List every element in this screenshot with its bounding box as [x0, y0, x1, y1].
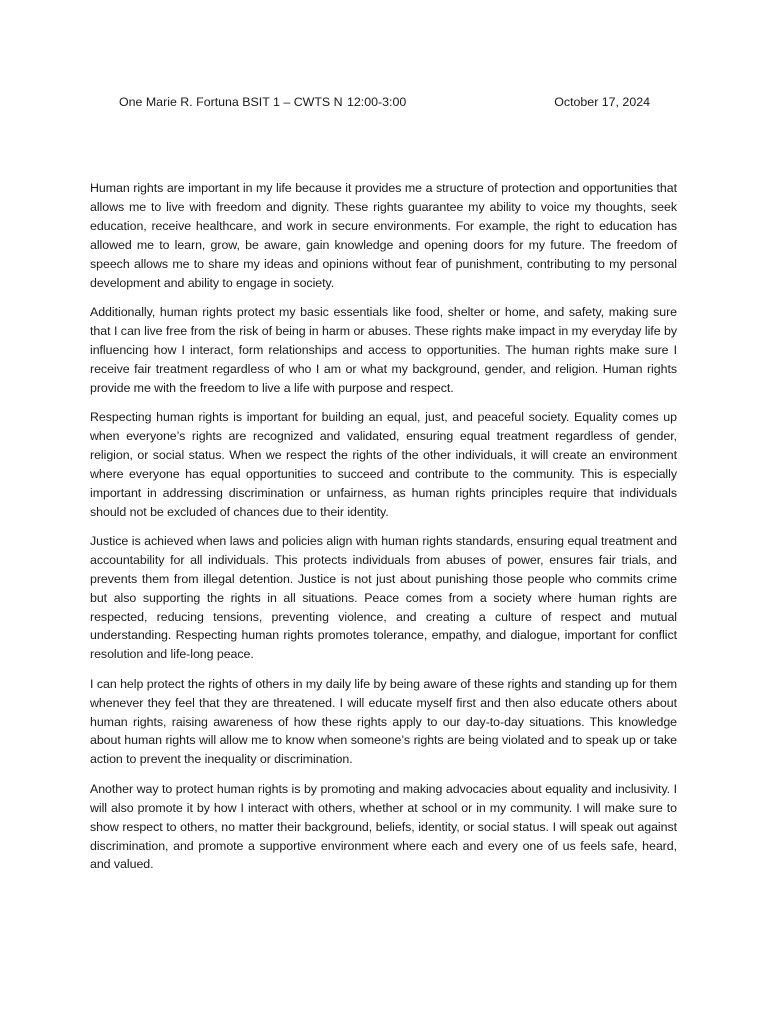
document-header: [119, 93, 650, 111]
essay-body: [90, 179, 677, 885]
essay-paragraph: Another way to protect human rights is by promoting and making advocacies about equality and inclusivity. I will also promote it by how I interact with others, whether at school or in my community. I will make sure to show respect to others, no matter their background, beliefs, identity, or social status. I will speak out against discrimination, and promote a supportive environment where each and every one of us feels safe, heard, and valued.: [90, 781, 677, 872]
essay-paragraph: Human rights are important in my life because it provides me a structure of protection and opportunities that allows me to live with freedom and dignity. These rights guarantee my ability to voice my thoughts, seek education, receive healthcare, and work in secure environments. For example, the right to education has allowed me to learn, grow, be aware, gain knowledge and opening doors for my future. The freedom of speech allows me to share my ideas and opinions without fear of punishment, contributing to my personal development and ability to engage in society.: [90, 181, 677, 290]
essay-paragraph: Additionally, human rights protect my basic essentials like food, shelter or home, and safety, making sure that I can live free from the risk of being in harm or abuses. These rights make impact in my everyday life by influencing how I interact, form relationships and access to opportunities. The human rights make sure I receive fair treatment regardless of who I am or what my background, gender, and religion. Human rights provide me with the freedom to live a life with purpose and respect.: [90, 304, 677, 395]
essay-paragraph: Respecting human rights is important for building an equal, just, and peaceful society. Equality comes up when everyone’s rights are recognized and validated, ensuring equal treatment regardless of gender, religion, or social status. When we respect the rights of the other individuals, it will create an environment where everyone has equal opportunities to succeed and contribute to the community. This is especially important in addressing discrimination or unfairness, as human rights principles require that individuals should not be excluded of chances due to their identity.: [90, 409, 677, 519]
essay-paragraph: Justice is achieved when laws and policies align with human rights standards, ensuring equal treatment and accountability for all individuals. This protects individuals from abuses of power, ensures fair trials, and prevents them from illegal detention. Justice is not just about punishing those people who commits crime but also supporting the rights in all situations. Peace comes from a society where human rights are respected, reducing tensions, preventing violence, and creating a culture of respect and mutual understanding. Respecting human rights promotes tolerance, empathy, and dialogue, important for conflict resolution and life-long peace.: [90, 533, 677, 662]
essay-paragraph: I can help protect the rights of others in my daily life by being aware of these rights and standing up for them whenever they feel that they are threatened. I will educate myself first and then also educate others about human rights, raising awareness of how these rights apply to our day-to-day situations. This knowledge about human rights will allow me to know when someone’s rights are being violated and to speak up or take action to prevent the inequality or discrimination.: [90, 676, 677, 767]
document-date: October 17, 2024: [554, 95, 650, 109]
class-schedule: 12:00-3:00: [347, 95, 407, 109]
student-name-course: One Marie R. Fortuna BSIT 1 – CWTS N: [119, 95, 343, 109]
